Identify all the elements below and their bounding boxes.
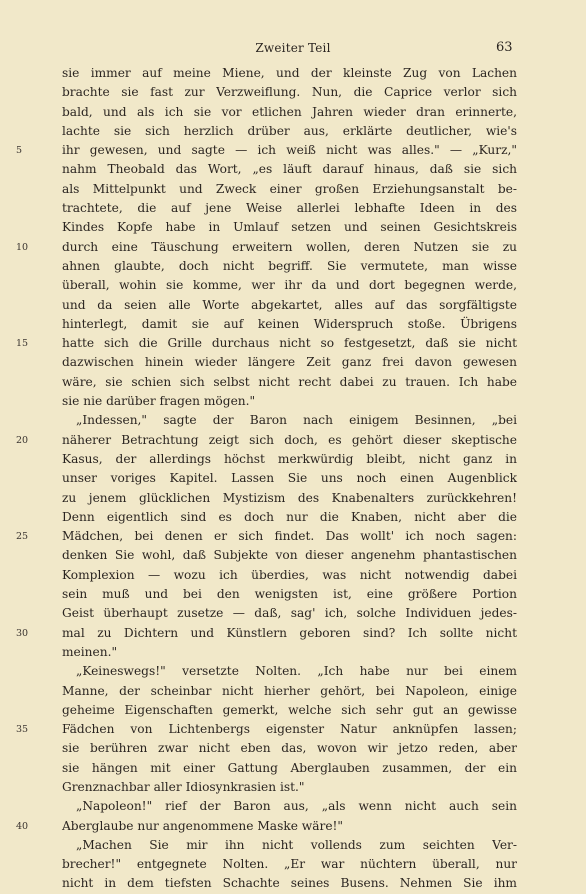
text-line [0, 199, 586, 218]
line-text: sie immer auf meine Miene, und der kleinste Zug von Lachen [62, 66, 517, 80]
line-text: „Indessen," sagte der Baron nach einigem Besinnen, „bei [76, 413, 517, 428]
page-number: 63 [496, 40, 513, 55]
line-text: „Napoleon!" rief der Baron aus, „als wenn nicht auch sein [76, 799, 517, 814]
text-line [0, 604, 586, 623]
text-line [0, 855, 586, 874]
line-text: Kasus, der allerdings höchst merkwürdig bleibt, nicht ganz in [62, 451, 517, 466]
line-number: 20 [16, 434, 29, 446]
page-body-text [0, 64, 586, 894]
line-number: 15 [16, 338, 29, 350]
line-text: dazwischen hinein wieder längere Zeit ganz frei davon gewesen [62, 355, 517, 370]
line-text: denken Sie wohl, daß Subjekte von dieser angenehm phantastischen [62, 548, 517, 563]
text-line [0, 527, 586, 546]
line-number: 35 [16, 724, 29, 736]
line-text: sie hängen mit einer Gattung Aberglauben zusammen, der ein [62, 760, 517, 775]
line-text: sein muß und bei den wenigsten ist, eine größere Portion [62, 587, 517, 602]
text-line [0, 701, 586, 720]
line-text: Grenznachbar aller Idiosynkrasien ist." [62, 779, 305, 794]
line-text: brecher!" entgegnete Nolten. „Er war nüchtern überall, nur [62, 857, 517, 872]
line-text: wäre, sie schien sich selbst nicht recht dabei zu trauen. Ich habe [62, 374, 517, 389]
line-text: Geist überhaupt zusetze — daß, sag' ich, solche Individuen jedes- [62, 606, 517, 621]
line-text: unser voriges Kapitel. Lassen Sie uns noch einen Augenblick [62, 471, 517, 486]
text-line [0, 353, 586, 372]
line-text: „Machen Sie mir ihn nicht vollends zum seichten Ver- [76, 837, 517, 852]
text-line [0, 643, 586, 662]
line-number: 40 [16, 820, 29, 832]
text-line [0, 508, 586, 527]
line-text: durch eine Täuschung erweitern wollen, deren Nutzen sie zu [62, 239, 517, 254]
text-line [0, 141, 586, 160]
text-line [0, 122, 586, 141]
text-line [0, 720, 586, 739]
text-line [0, 431, 586, 450]
text-line [0, 797, 586, 816]
line-text: brachte sie fast zur Verzweiflung. Nun, die Caprice verlor sich [62, 85, 517, 100]
line-text: Aberglaube nur angenommene Maske wäre!" [62, 818, 344, 833]
line-text: nicht in dem tiefsten Schachte seines Busens. Nehmen Sie ihm [62, 876, 517, 891]
text-line [0, 662, 586, 681]
line-text: und da seien alle Worte abgekartet, alles auf das sorgfältigste [62, 297, 517, 312]
text-line [0, 160, 586, 179]
line-text: Mädchen, bei denen er sich findet. Das wollt' ich noch sagen: [62, 529, 517, 544]
line-number: 5 [16, 145, 23, 157]
text-line [0, 489, 586, 508]
line-text: lachte sie sich herzlich drüber aus, erklärte deutlicher, wie's [62, 123, 517, 138]
text-line [0, 469, 586, 488]
text-line [0, 566, 586, 585]
text-line [0, 546, 586, 565]
line-text: geheime Eigenschaften gemerkt, welche sich sehr gut an gewisse [62, 702, 517, 717]
line-text: trachtete, die auf jene Weise allerlei lebhafte Ideen in des [62, 201, 517, 216]
line-text: Manne, der scheinbar nicht hierher gehört, bei Napoleon, einige [62, 683, 517, 698]
text-line [0, 778, 586, 797]
line-text: meinen." [62, 644, 118, 659]
text-line [0, 624, 586, 643]
line-text: sie nie darüber fragen mögen." [62, 394, 256, 409]
text-line [0, 392, 586, 411]
line-text: „Keineswegs!" versetzte Nolten. „Ich habe nur bei einem [76, 664, 517, 679]
text-line [0, 411, 586, 430]
text-line [0, 180, 586, 199]
text-line [0, 218, 586, 237]
text-line [0, 373, 586, 392]
line-text: zu jenem glücklichen Mystizism des Knabenalters zurückkehren! [62, 490, 517, 505]
text-line [0, 682, 586, 701]
line-text: Fädchen von Lichtenbergs eigenster Natur anknüpfen lassen; [62, 722, 517, 737]
text-line [0, 836, 586, 855]
text-line [0, 83, 586, 102]
text-line [0, 450, 586, 469]
line-number: 25 [16, 531, 29, 543]
text-line [0, 64, 586, 83]
line-text: mal zu Dichtern und Künstlern geboren sind? Ich sollte nicht [62, 625, 517, 640]
line-text: bald, und als ich sie vor etlichen Jahren wieder dran erinnerte, [62, 104, 517, 119]
text-line [0, 296, 586, 315]
line-text: hatte sich die Grille durchaus nicht so festgesetzt, daß sie nicht [62, 336, 517, 351]
text-line [0, 238, 586, 257]
text-line [0, 103, 586, 122]
line-number: 30 [16, 627, 29, 639]
line-text: nahm Theobald das Wort, „es läuft darauf hinaus, daß sie sich [62, 162, 517, 177]
text-line [0, 257, 586, 276]
text-line [0, 874, 586, 893]
text-line [0, 585, 586, 604]
text-line [0, 334, 586, 353]
line-text: näherer Betrachtung zeigt sich doch, es gehört dieser skeptische [62, 432, 517, 447]
line-text: Kindes Kopfe habe in Umlauf setzen und seinen Gesichtskreis [62, 220, 517, 235]
text-line [0, 739, 586, 758]
line-text: ahnen glaubte, doch nicht begriff. Sie vermutete, man wisse [62, 258, 517, 273]
running-title: Zweiter Teil [255, 41, 331, 55]
line-text: als Mittelpunkt und Zweck einer großen Erziehungsanstalt be- [62, 181, 517, 196]
line-text: hinterlegt, damit sie auf keinen Widerspruch stoße. Übrigens [62, 316, 517, 331]
text-line [0, 817, 586, 836]
line-number: 10 [16, 241, 29, 253]
text-line [0, 759, 586, 778]
line-text: Komplexion — wozu ich überdies, was nicht notwendig dabei [62, 567, 517, 582]
line-text: sie berühren zwar nicht eben das, wovon wir jetzo reden, aber [62, 741, 517, 756]
line-text: Denn eigentlich sind es doch nur die Knaben, nicht aber die [62, 509, 517, 524]
text-line [0, 276, 586, 295]
line-text: ihr gewesen, und sagte — ich weiß nicht was alles." — „Kurz," [62, 143, 517, 158]
text-line [0, 315, 586, 334]
line-text: überall, wohin sie komme, wer ihr da und dort begegnen werde, [62, 278, 517, 293]
